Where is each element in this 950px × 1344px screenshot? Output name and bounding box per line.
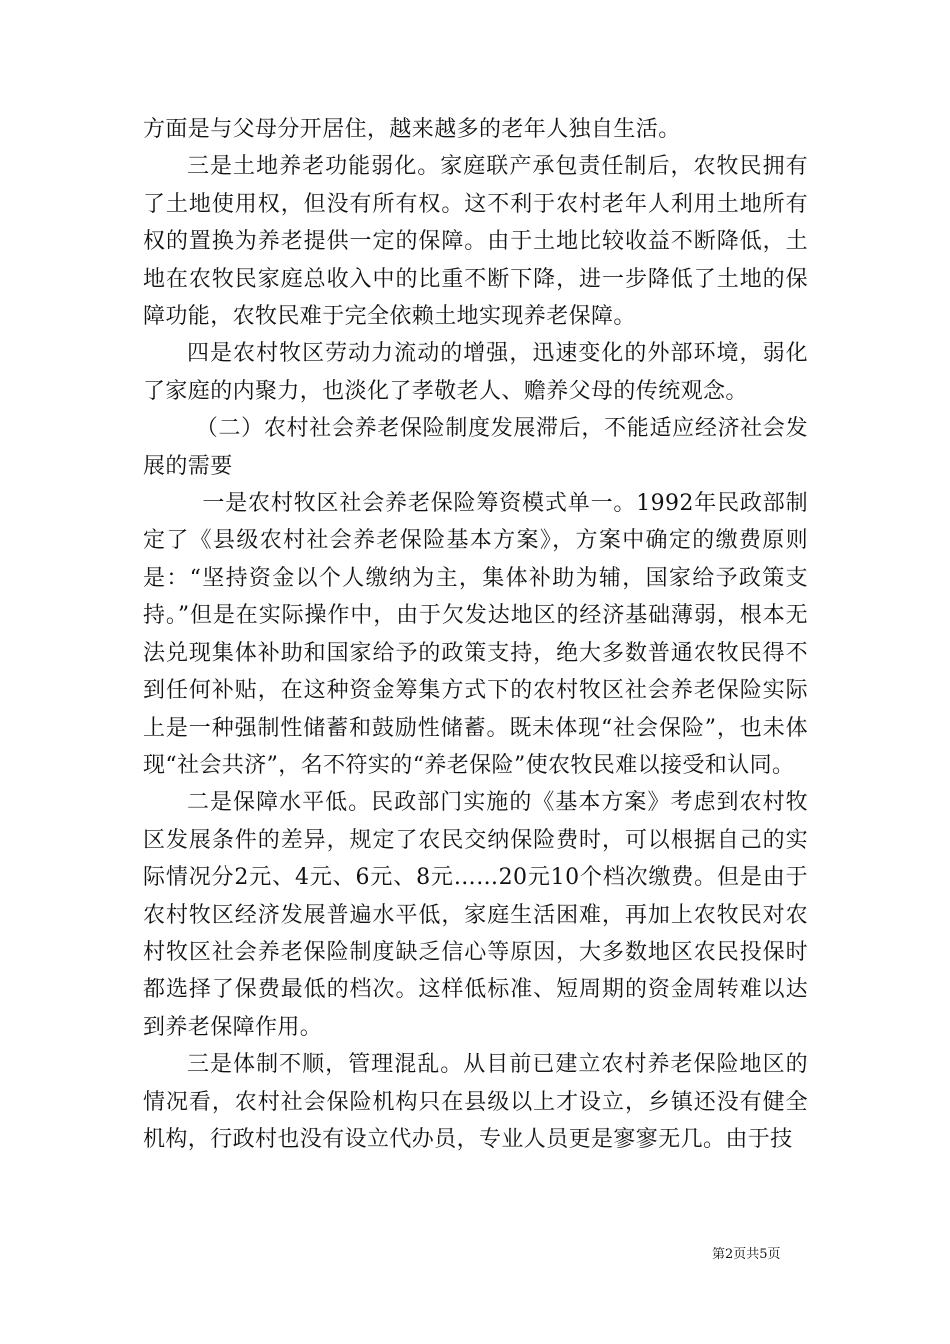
page-number: 第2页共5页 bbox=[712, 1247, 781, 1262]
paragraph-land-pension: 三是土地养老功能弱化。家庭联产承包责任制后，农牧民拥有了土地使用权，但没有所有权。这不利于农村老年人利用土地所有权的置换为养老提供一定的保障。由于土地比较收益不断降低，土地在农牧民家庭总收入中的比重不断下降，进一步降低了土地的保障功能，农牧民难于完全依赖土地实现养老保障。 bbox=[143, 154, 808, 330]
section-heading-2: （二）农村社会养老保险制度发展滞后，不能适应经济社会发展的需要 bbox=[143, 416, 808, 479]
paragraph-funding-model: 一是农村牧区社会养老保险筹资模式单一。1992年民政部制定了《县级农村社会养老保险基本方案》，方案中确定的缴费原则是：“坚持资金以个人缴纳为主，集体补助为辅，国家给予政策支持。”但是在实际操作中，由于欠发达地区的经济基础薄弱，根本无法兑现集体补助和国家给予的政策支持，绝大多数普通农牧民得不到任何补贴，在这种资金筹集方式下的农村牧区社会养老保险实际上是一种强制性储蓄和鼓励性储蓄。既未体现“社会保险”，也未体现“社会共济”，名不符实的“养老保险”使农牧民难以接受和认同。 bbox=[143, 491, 808, 778]
paragraph-labor-mobility: 四是农村牧区劳动力流动的增强，迅速变化的外部环境，弱化了家庭的内聚力，也淡化了孝敬老人、赡养父母的传统观念。 bbox=[143, 341, 808, 404]
paragraph-continuation: 方面是与父母分开居住，越来越多的老年人独自生活。 bbox=[143, 117, 681, 142]
paragraph-low-coverage: 二是保障水平低。民政部门实施的《基本方案》考虑到农村牧区发展条件的差异，规定了农民交纳保险费时，可以根据自己的实际情况分2元、4元、6元、8元……20元10个档次缴费。但是由于农村牧区经济发展普遍水平低，家庭生活困难，再加上农牧民对农村牧区社会养老保险制度缺乏信心等原因，大多数地区农民投保时都选择了保费最低的档次。这样低标准、短周期的资金周转难以达到养老保障作用。 bbox=[143, 790, 808, 1040]
body-text bbox=[143, 111, 808, 1158]
paragraph-management: 三是体制不顺，管理混乱。从目前已建立农村养老保险地区的情况看，农村社会保险机构只在县级以上才设立，乡镇还没有健全机构，行政村也没有设立代办员，专业人员更是寥寥无几。由于技 bbox=[143, 1052, 808, 1152]
